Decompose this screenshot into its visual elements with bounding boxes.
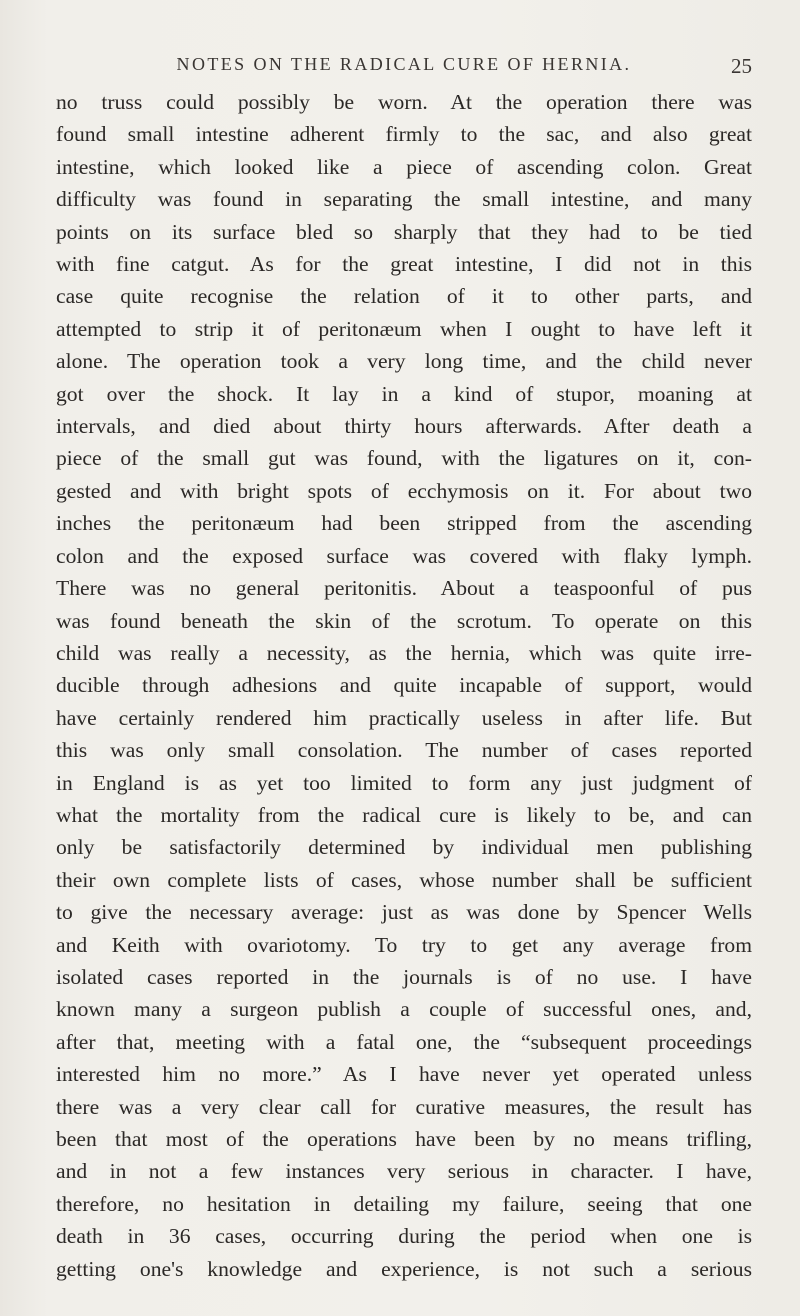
text-line: case quite recognise the relation of it to other parts, and xyxy=(56,284,752,309)
text-line: interested him no more.” As I have never yet operated unless xyxy=(56,1062,752,1087)
running-title: NOTES ON THE RADICAL CURE OF HERNIA. xyxy=(176,54,632,74)
text-line: only be satisfactorily determined by individual men publishing xyxy=(56,835,752,860)
text-line: this was only small consolation. The number of cases reported xyxy=(56,738,752,763)
page-number: 25 xyxy=(731,54,752,78)
text-line: getting one's knowledge and experience, is not such a serious xyxy=(56,1256,752,1281)
text-line: their own complete lists of cases, whose number shall be sufficient xyxy=(56,867,752,892)
text-line: been that most of the operations have been by no means trifling, xyxy=(56,1127,752,1151)
text-line: there was a very clear call for curative measures, the result has xyxy=(56,1094,752,1119)
running-head xyxy=(56,54,752,80)
text-line: known many a surgeon publish a couple of successful ones, and, xyxy=(56,997,752,1022)
body-text xyxy=(56,86,752,1285)
text-line: isolated cases reported in the journals is of no use. I have xyxy=(56,964,752,989)
text-line: There was no general peritonitis. About a teaspoonful of pus xyxy=(56,576,752,601)
text-line: colon and the exposed surface was covered with flaky lymph. xyxy=(56,543,752,568)
text-line: and Keith with ovariotomy. To try to get any average from xyxy=(56,932,752,957)
text-line: alone. The operation took a very long time, and the child never xyxy=(56,349,752,374)
text-line: therefore, no hesitation in detailing my failure, seeing that one xyxy=(56,1191,752,1216)
text-line: what the mortality from the radical cure is likely to be, and can xyxy=(56,802,752,827)
text-line: piece of the small gut was found, with the ligatures on it, con- xyxy=(56,446,752,471)
text-line: was found beneath the skin of the scrotum. To operate on this xyxy=(56,608,752,633)
text-line: in England is as yet too limited to form any just judgment of xyxy=(56,770,752,795)
text-line: intestine, which looked like a piece of ascending colon. Great xyxy=(56,154,752,179)
text-line: found small intestine adherent firmly to the sac, and also great xyxy=(56,122,752,147)
text-line: child was really a necessity, as the hernia, which was quite irre- xyxy=(56,640,752,665)
text-line: gested and with bright spots of ecchymosis on it. For about two xyxy=(56,478,752,503)
text-line: with fine catgut. As for the great intestine, I did not in this xyxy=(56,252,752,277)
text-line: death in 36 cases, occurring during the period when one is xyxy=(56,1224,752,1249)
text-line: after that, meeting with a fatal one, the “subsequent proceedings xyxy=(56,1029,752,1054)
text-line: got over the shock. It lay in a kind of stupor, moaning at xyxy=(56,381,752,406)
text-line: to give the necessary average: just as was done by Spencer Wells xyxy=(56,900,752,925)
text-line: and in not a few instances very serious in character. I have, xyxy=(56,1159,752,1184)
text-line: have certainly rendered him practically useless in after life. But xyxy=(56,705,752,730)
text-line: inches the peritonæum had been stripped from the ascending xyxy=(56,511,752,536)
text-line: points on its surface bled so sharply that they had to be tied xyxy=(56,219,752,244)
text-line: intervals, and died about thirty hours afterwards. After death a xyxy=(56,414,752,439)
text-line: no truss could possibly be worn. At the operation there was xyxy=(56,90,752,114)
text-line: attempted to strip it of peritonæum when I ought to have left it xyxy=(56,316,752,341)
text-line: ducible through adhesions and quite incapable of support, would xyxy=(56,673,752,698)
text-line: difficulty was found in separating the small intestine, and many xyxy=(56,187,752,212)
